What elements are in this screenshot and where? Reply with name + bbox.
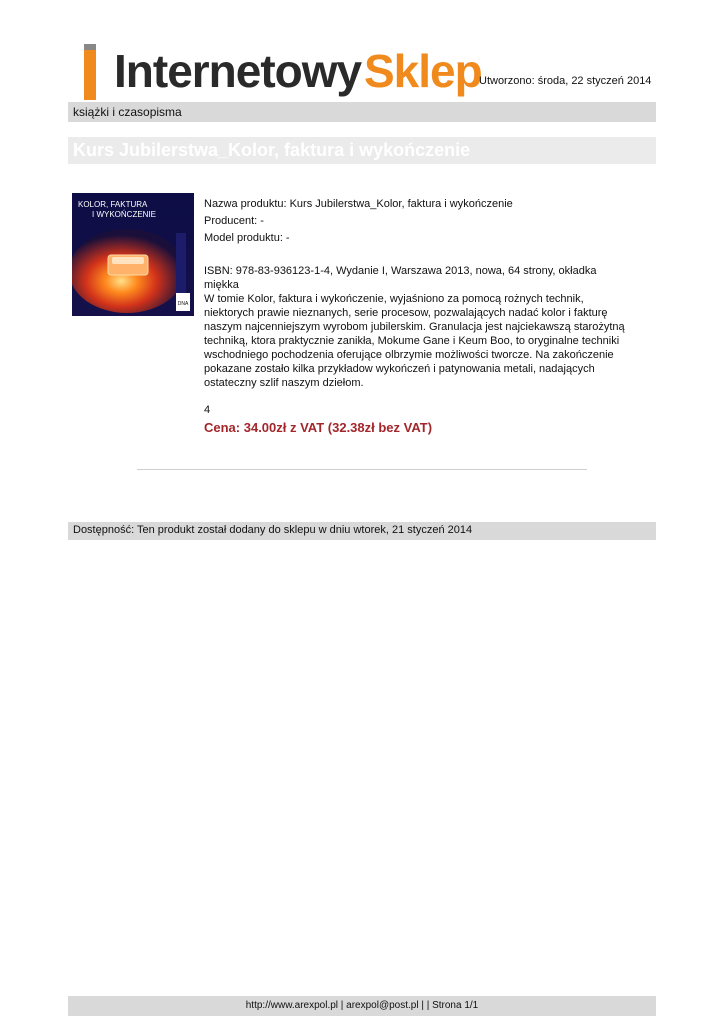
created-date: Utworzono: środa, 22 styczeń 2014	[479, 75, 652, 87]
product-title: Kurs Jubilerstwa_Kolor, faktura i wykończenie	[73, 140, 471, 160]
description-line: pokazane zostało kilka przykładow wykończeń i patynowania metali, nadających	[204, 363, 595, 375]
description-line: W tomie Kolor, faktura i wykończenie, wyjaśniono za pomocą rożnych technik,	[204, 293, 584, 305]
producer-line: Producent: -	[204, 215, 264, 227]
logo-text-sklep: Sklep	[364, 45, 482, 97]
cover-title-line1: KOLOR, FAKTURA	[78, 200, 148, 209]
product-quantity: 4	[204, 404, 211, 416]
model-line: Model produktu: -	[204, 232, 290, 244]
logo-bar-cap	[84, 44, 96, 50]
product-name-line: Nazwa produktu: Kurs Jubilerstwa_Kolor, faktura i wykończenie	[204, 198, 513, 210]
svg-text:DNA: DNA	[177, 301, 189, 307]
description-line: wschodniego pochodzenia oferujące olbrzymie możliwości tworcze. Na zakończenie	[204, 349, 614, 361]
footer-text: http://www.arexpol.pl | arexpol@post.pl | | Strona 1/1	[245, 1000, 479, 1011]
product-price: Cena: 34.00zł z VAT (32.38zł bez VAT)	[204, 420, 433, 435]
description-line: ISBN: 978-83-936123-1-4, Wydanie I, Warszawa 2013, nowa, 64 strony, okładka	[204, 265, 597, 277]
availability-text: Dostępność: Ten produkt został dodany do sklepu w dniu wtorek, 21 styczeń 2014	[73, 524, 473, 536]
description-line: niektorych prawie nieznanych, serie procesow, pozwalających nadać kolor i fakturę	[204, 307, 608, 319]
description-line: naszym najcenniejszym wyrobom jubilerskim. Granulacja jest najciekawszą starożytną	[204, 321, 625, 333]
logo-bar-graphic	[84, 44, 96, 100]
divider	[137, 469, 587, 470]
description-line: ostateczny szlif naszym dziełom.	[204, 377, 364, 389]
cover-title-line2: I WYKOŃCZENIE	[92, 210, 157, 219]
product-description	[204, 264, 632, 390]
description-line: miękka	[204, 279, 239, 291]
product-cover-image	[72, 193, 194, 316]
category-label: książki i czasopisma	[73, 105, 182, 119]
logo-text-internetowy: Internetowy	[114, 45, 362, 97]
cover-illustration	[72, 193, 194, 316]
description-line: techniką, ktora praktycznie zanikła, Mokume Gane i Keum Boo, to oryginalne techniki	[204, 335, 620, 347]
